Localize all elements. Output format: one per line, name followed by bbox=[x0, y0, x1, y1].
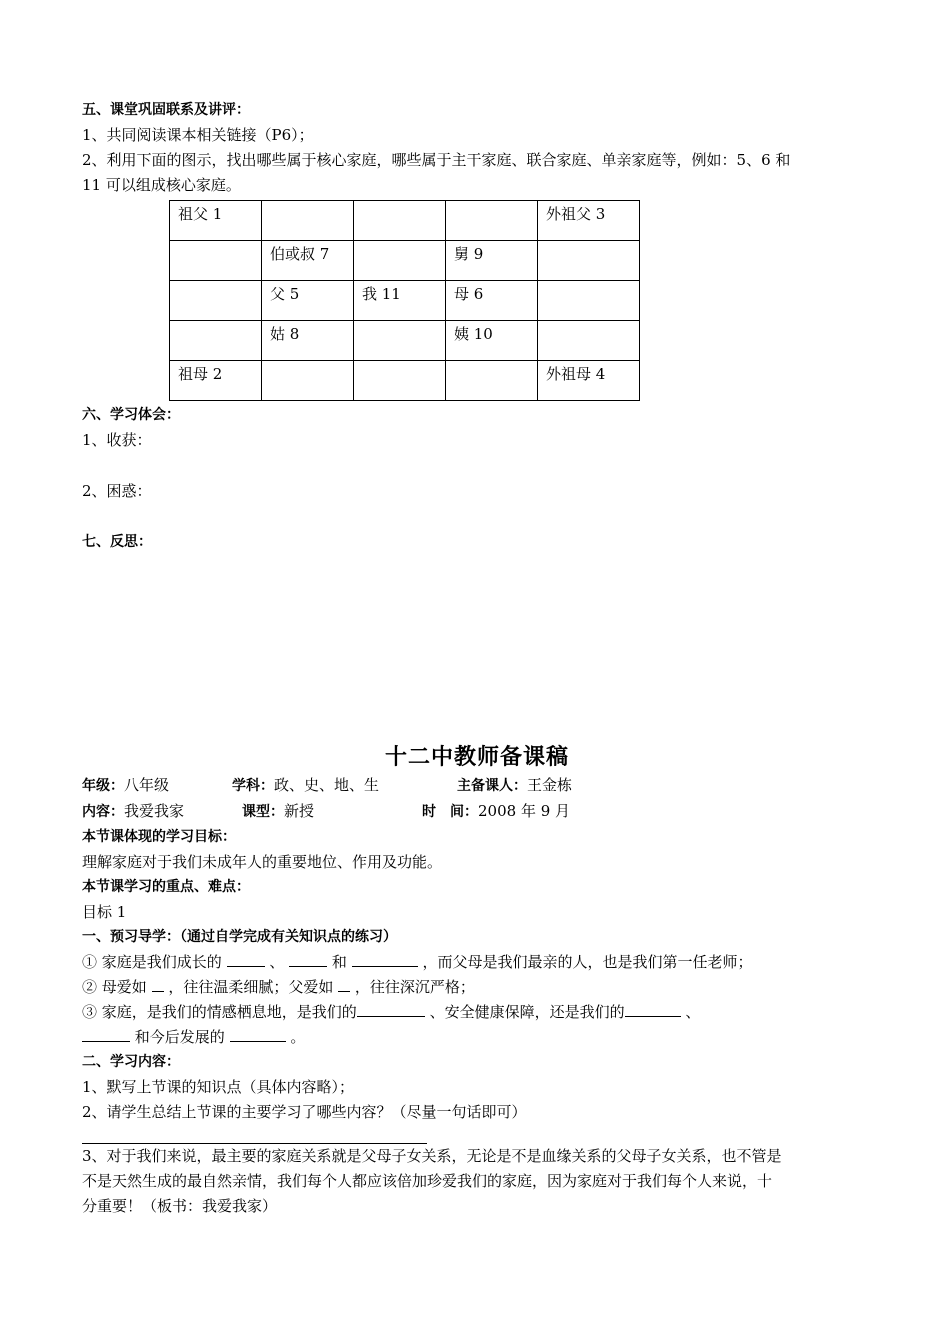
preparer-value: 王金栋 bbox=[527, 776, 573, 794]
family-table-row bbox=[170, 201, 640, 241]
grade-value: 八年级 bbox=[124, 776, 170, 794]
keypoints-text: 目标 1 bbox=[82, 903, 127, 921]
section7-heading: 七、反思： bbox=[82, 534, 152, 550]
q3-blank-3[interactable] bbox=[82, 1025, 130, 1042]
family-table-cell bbox=[262, 201, 354, 241]
q3-blank-2[interactable] bbox=[625, 1000, 681, 1017]
q2-blank-1[interactable] bbox=[152, 975, 164, 992]
section6-confusion: 2、困惑： bbox=[82, 482, 152, 500]
family-table-row bbox=[170, 241, 640, 281]
q1-text-d: ，而父母是我们最亲的人，也是我们第一任老师； bbox=[422, 953, 753, 971]
q1-blank-3[interactable] bbox=[352, 950, 418, 967]
q2-text-c: ，往往深沉严格； bbox=[354, 978, 475, 996]
part2-heading: 二、学习内容： bbox=[82, 1054, 180, 1070]
grade-label: 年级： bbox=[82, 778, 124, 794]
meta-row-2 bbox=[82, 799, 872, 825]
family-table-cell bbox=[538, 241, 640, 281]
section5-item1: 1、共同阅读课本相关链接（P6）； bbox=[82, 126, 314, 144]
family-table-cell: 外祖母 4 bbox=[538, 361, 640, 401]
q2-blank-2[interactable] bbox=[338, 975, 350, 992]
subject-value: 政、史、地、生 bbox=[274, 776, 380, 794]
q3-text-a: ③ 家庭，是我们的情感栖息地，是我们的 bbox=[82, 1003, 357, 1021]
answer-line[interactable] bbox=[82, 1125, 427, 1144]
time-value: 2008 年 9 月 bbox=[478, 802, 571, 820]
q1-blank-1[interactable] bbox=[227, 950, 265, 967]
family-table-cell: 伯或叔 7 bbox=[262, 241, 354, 281]
q3-text-b: 、安全健康保障，还是我们的 bbox=[429, 1003, 625, 1021]
q3-text-e: 。 bbox=[290, 1028, 306, 1046]
q3-blank-4[interactable] bbox=[230, 1025, 286, 1042]
family-table-cell bbox=[170, 241, 262, 281]
part1-q1 bbox=[82, 950, 872, 975]
family-table-cell bbox=[170, 321, 262, 361]
family-table-cell: 祖父 1 bbox=[170, 201, 262, 241]
family-table-row bbox=[170, 321, 640, 361]
section6-heading: 六、学习体会： bbox=[82, 407, 180, 423]
q2-text-a: ② 母爱如 bbox=[82, 978, 147, 996]
family-table-cell bbox=[354, 201, 446, 241]
part2-item3-line3: 分重要！（板书：我爱我家） bbox=[82, 1197, 278, 1215]
family-table-cell: 母 6 bbox=[446, 281, 538, 321]
part2-item1: 1、默写上节课的知识点（具体内容略）； bbox=[82, 1078, 355, 1096]
q1-text-c: 和 bbox=[331, 953, 347, 971]
family-table-cell bbox=[354, 241, 446, 281]
family-table-cell: 我 11 bbox=[354, 281, 446, 321]
family-table-cell: 父 5 bbox=[262, 281, 354, 321]
content-value: 我爱我家 bbox=[124, 802, 185, 820]
q1-blank-2[interactable] bbox=[289, 950, 327, 967]
family-table-cell bbox=[354, 321, 446, 361]
goals-text: 理解家庭对于我们未成年人的重要地位、作用及功能。 bbox=[82, 853, 443, 871]
type-value: 新授 bbox=[284, 802, 315, 820]
preparer-label: 主备课人： bbox=[457, 778, 527, 794]
document-page bbox=[82, 98, 872, 1219]
type-label: 课型： bbox=[242, 804, 284, 820]
meta-row-1 bbox=[82, 773, 872, 799]
part2-item2: 2、请学生总结上节课的主要学习了哪些内容？（尽量一句话即可） bbox=[82, 1103, 527, 1121]
keypoints-heading: 本节课学习的重点、难点： bbox=[82, 879, 250, 895]
doc-title: 十二中教师备课稿 bbox=[384, 745, 569, 770]
family-table-cell: 舅 9 bbox=[446, 241, 538, 281]
part2-item3-line2: 不是天然生成的最自然亲情，我们每个人都应该倍加珍爱我们的家庭，因为家庭对于我们每个人来说，十 bbox=[82, 1172, 773, 1190]
family-table-cell: 姑 8 bbox=[262, 321, 354, 361]
q1-text-b: 、 bbox=[269, 953, 285, 971]
content-label: 内容： bbox=[82, 804, 124, 820]
section5-heading: 五、课堂巩固联系及讲评： bbox=[82, 102, 250, 118]
section6-harvest: 1、收获： bbox=[82, 431, 152, 449]
family-table-row bbox=[170, 361, 640, 401]
family-table-row bbox=[170, 281, 640, 321]
part1-heading: 一、预习导学：（通过自学完成有关知识点的练习） bbox=[82, 929, 397, 945]
family-table-cell bbox=[262, 361, 354, 401]
q3-blank-1[interactable] bbox=[357, 1000, 425, 1017]
q3-text-c: 、 bbox=[685, 1003, 701, 1021]
family-table-cell bbox=[354, 361, 446, 401]
section5-item2-line1: 2、利用下面的图示，找出哪些属于核心家庭，哪些属于主干家庭、联合家庭、单亲家庭等，例如：5、6 和 bbox=[82, 151, 791, 169]
section5-item2-line2: 11 可以组成核心家庭。 bbox=[82, 176, 241, 194]
family-table-cell bbox=[446, 361, 538, 401]
q3-text-d: 和今后发展的 bbox=[134, 1028, 225, 1046]
part1-q3-line2 bbox=[82, 1025, 872, 1050]
part2-item3-line1: 3、对于我们来说，最主要的家庭关系就是父母子女关系，无论是不是血缘关系的父母子女关系，也不管是 bbox=[82, 1147, 782, 1165]
family-table-cell bbox=[446, 201, 538, 241]
part1-q3-line1 bbox=[82, 1000, 872, 1025]
q2-text-b: ，往往温柔细腻；父爱如 bbox=[168, 978, 334, 996]
family-table-cell: 祖母 2 bbox=[170, 361, 262, 401]
part1-q2 bbox=[82, 975, 872, 1000]
family-table-cell bbox=[538, 281, 640, 321]
family-table bbox=[169, 200, 640, 401]
family-table-cell: 姨 10 bbox=[446, 321, 538, 361]
family-table-cell bbox=[170, 281, 262, 321]
q1-text-a: ① 家庭是我们成长的 bbox=[82, 953, 222, 971]
subject-label: 学科： bbox=[232, 778, 274, 794]
family-table-cell: 外祖父 3 bbox=[538, 201, 640, 241]
family-table-cell bbox=[538, 321, 640, 361]
time-label: 时 间： bbox=[422, 804, 478, 820]
goals-heading: 本节课体现的学习目标： bbox=[82, 829, 236, 845]
